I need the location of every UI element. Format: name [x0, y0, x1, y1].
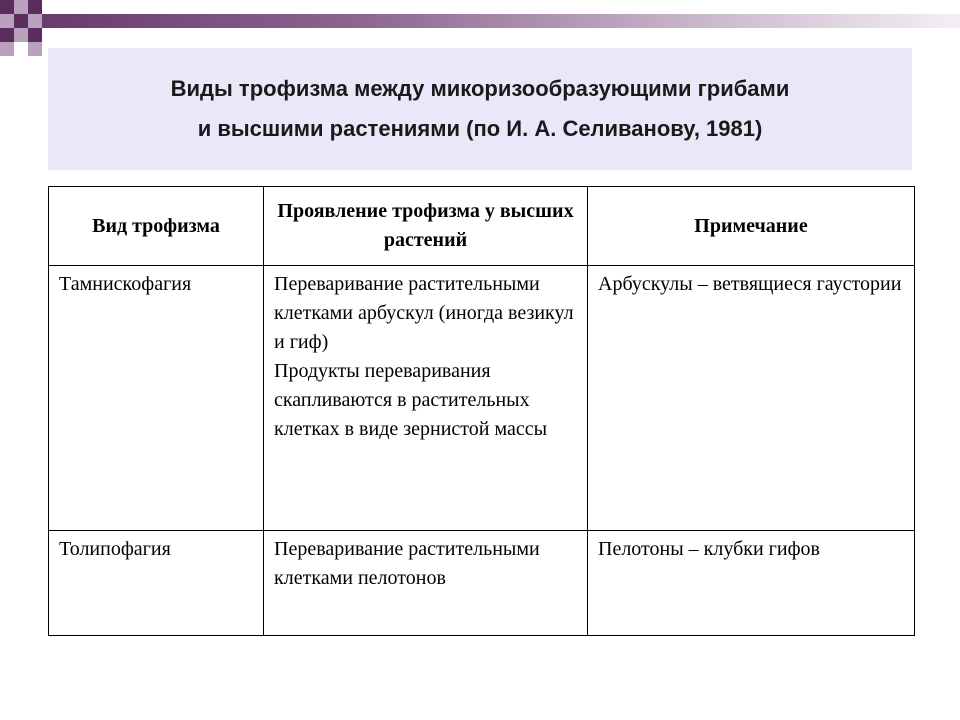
cell-manifestation [264, 531, 588, 636]
decor-square [0, 0, 14, 14]
header-gradient-bar [42, 14, 960, 28]
column-header-note: Примечание [588, 187, 915, 266]
table-header-row [49, 187, 915, 266]
slide-title-line-1: Виды трофизма между микоризообразующими грибами [170, 76, 790, 101]
decor-square [28, 42, 42, 56]
cell-note: Пелотоны – клубки гифов [588, 531, 915, 636]
cell-type: Толипофагия [49, 531, 264, 636]
slide-title-line-2: и высшими растениями (по И. А. Селиванову, 1981) [197, 116, 763, 141]
decor-square [28, 14, 42, 28]
column-header-manifestation: Проявление трофизма у высших растений [264, 187, 588, 266]
decor-square [14, 28, 28, 42]
decor-square [28, 0, 42, 14]
table-row [49, 531, 915, 636]
manifestation-text: Переваривание растительными клетками арбускул (иногда везикул и гиф) [274, 273, 574, 353]
slide-title-box [48, 48, 912, 170]
manifestation-text: Продукты переваривания скапливаются в растительных клетках в виде зернистой массы [274, 360, 548, 440]
decor-square [0, 28, 14, 42]
decor-square [14, 14, 28, 28]
manifestation-text: Переваривание растительными клетками пелотонов [274, 538, 540, 589]
table-row [49, 266, 915, 531]
cell-note: Арбускулы – ветвящиеся гаустории [588, 266, 915, 531]
cell-manifestation [264, 266, 588, 531]
decor-square [28, 28, 42, 42]
column-header-type: Вид трофизма [49, 187, 264, 266]
cell-type: Тамнискофагия [49, 266, 264, 531]
decor-square [14, 0, 28, 14]
decor-square [0, 42, 14, 56]
decor-square [0, 14, 14, 28]
trophism-table [48, 186, 915, 636]
